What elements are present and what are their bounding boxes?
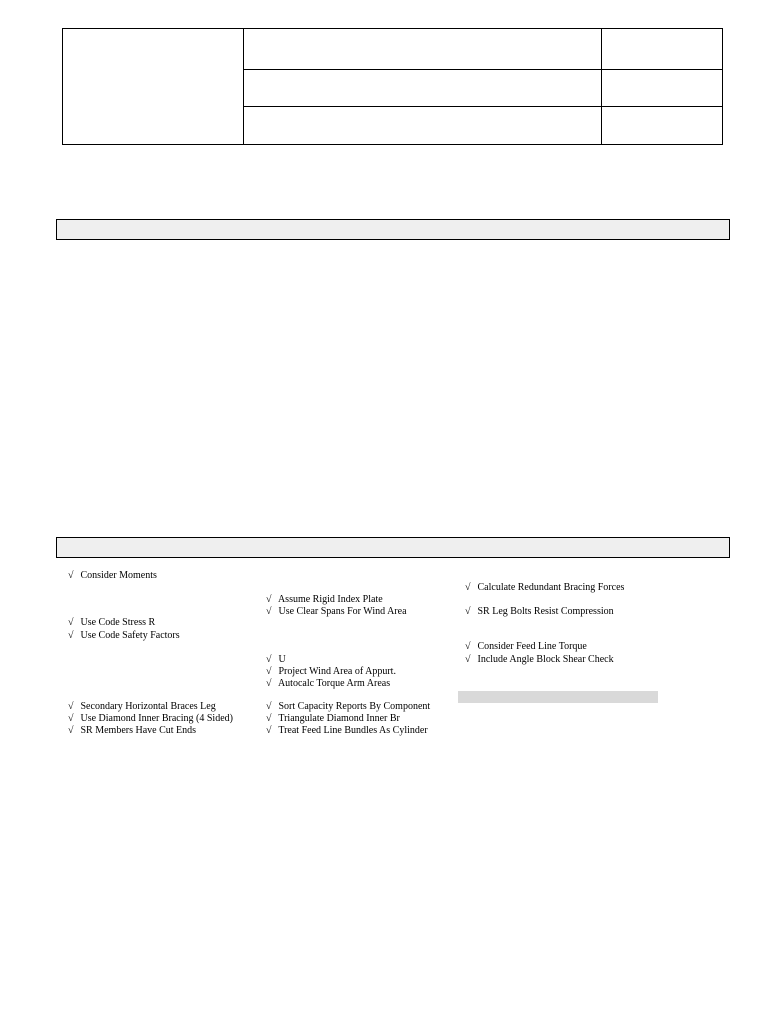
option-autocalc-torque-arm-areas: [266, 678, 390, 690]
option-label: Autocalc Torque Arm Areas: [277, 678, 391, 689]
header-cell-mid-1: [244, 29, 602, 70]
option-sr-members-have-cut-ends: [68, 725, 196, 737]
grey-highlight-block: [458, 691, 658, 703]
option-label: Consider Moments: [80, 570, 157, 581]
option-sr-leg-bolts-resist-compression: [465, 606, 614, 618]
check-icon: √: [465, 582, 471, 593]
option-label: SR Leg Bolts Resist Compression: [477, 606, 614, 617]
option-sort-capacity-reports-by-component: [266, 701, 430, 713]
option-label: U: [278, 654, 286, 665]
header-cell-mid-3: [244, 107, 602, 145]
check-icon: √: [266, 654, 272, 665]
option-label: Calculate Redundant Bracing Forces: [477, 582, 625, 593]
check-icon: √: [266, 678, 272, 689]
check-icon: √: [266, 666, 272, 677]
header-cell-left: [63, 29, 244, 145]
option-label: Project Wind Area of Appurt.: [278, 666, 396, 677]
check-icon: √: [68, 725, 74, 736]
option-triangulate-diamond-inner-bracing: [266, 713, 400, 725]
option-label: Triangulate Diamond Inner Br: [278, 713, 400, 724]
option-label: Sort Capacity Reports By Component: [278, 701, 431, 712]
check-icon: √: [266, 713, 272, 724]
option-include-angle-block-shear-check: [465, 654, 614, 666]
check-icon: √: [465, 606, 471, 617]
check-icon: √: [266, 594, 272, 605]
option-label: Assume Rigid Index Plate: [277, 594, 383, 605]
option-label: Use Diamond Inner Bracing (4 Sided): [80, 713, 233, 724]
section-header-bar-1: [56, 219, 730, 240]
check-icon: √: [266, 606, 272, 617]
header-cell-mid-2: [244, 70, 602, 107]
option-consider-feed-line-torque: [465, 641, 587, 653]
option-label: Include Angle Block Shear Check: [477, 654, 614, 665]
option-label: Use Code Safety Factors: [80, 630, 180, 641]
option-label: SR Members Have Cut Ends: [80, 725, 197, 736]
option-label: Use Code Stress R: [80, 617, 156, 628]
option-use-diamond-inner-bracing: [68, 713, 233, 725]
check-icon: √: [68, 617, 74, 628]
option-assume-rigid-index-plate: [266, 594, 383, 606]
option-treat-feed-line-bundles-as-cylinder: [266, 725, 428, 737]
option-use-code-stress-ratio: [68, 617, 155, 629]
option-label: Secondary Horizontal Braces Leg: [80, 701, 216, 712]
check-icon: √: [266, 701, 272, 712]
check-icon: √: [465, 641, 471, 652]
option-use-code-safety-factors: [68, 630, 180, 642]
option-calculate-redundant-bracing-forces: [465, 582, 624, 594]
check-icon: √: [68, 701, 74, 712]
option-use-clear-spans-for-wind-area: [266, 606, 407, 618]
option-label: Treat Feed Line Bundles As Cylinder: [278, 725, 428, 736]
option-label: Consider Feed Line Torque: [477, 641, 587, 652]
section-header-bar-2: [56, 537, 730, 558]
header-table: [62, 28, 723, 145]
header-cell-right-1: [602, 29, 723, 70]
check-icon: √: [68, 713, 74, 724]
header-cell-right-3: [602, 107, 723, 145]
header-cell-right-2: [602, 70, 723, 107]
option-label: Use Clear Spans For Wind Area: [278, 606, 407, 617]
option-u: [266, 654, 286, 666]
check-icon: √: [465, 654, 471, 665]
option-consider-moments: [68, 570, 157, 582]
check-icon: √: [68, 570, 74, 581]
check-icon: √: [68, 630, 74, 641]
check-icon: √: [266, 725, 272, 736]
option-secondary-horizontal-braces-leg: [68, 701, 216, 713]
option-project-wind-area-of-appurt: [266, 666, 396, 678]
